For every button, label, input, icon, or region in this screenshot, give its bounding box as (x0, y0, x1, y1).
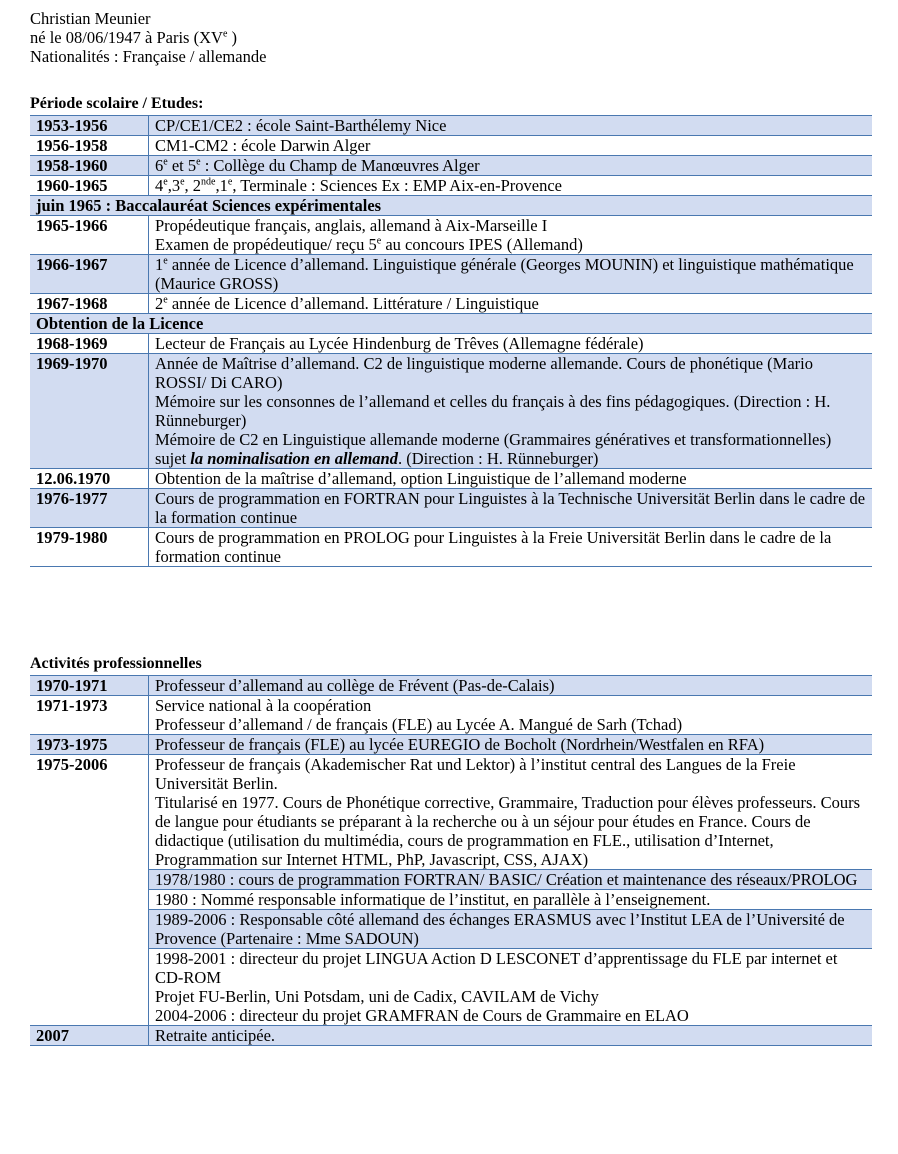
description-cell: Obtention de la maîtrise d’allemand, option Linguistique de l’allemand moderne (149, 469, 873, 489)
table-row (30, 735, 872, 755)
year-cell: 1956-1958 (30, 136, 149, 156)
description-cell: 1e année de Licence d’allemand. Linguistique générale (Georges MOUNIN) et linguistique mathématique (Maurice GROSS) (149, 255, 873, 294)
year-cell: 12.06.1970 (30, 469, 149, 489)
year-cell: 1966-1967 (30, 255, 149, 294)
table-row (30, 294, 872, 314)
description-block: 1998-2001 : directeur du projet LINGUA Action D LESCONET d’apprentissage du FLE par internet et CD-ROM Projet FU-Berlin, Uni Potsdam, uni de Cadix, CAVILAM de Vichy 2004-2006 : directeur du projet GRAMFRAN de Cours de Grammaire en ELAO (149, 948, 872, 1025)
year-cell: 1967-1968 (30, 294, 149, 314)
year-cell: 1958-1960 (30, 156, 149, 176)
description-cell: Professeur de français (FLE) au lycée EUREGIO de Bocholt (Nordrhein/Westfalen en RFA) (149, 735, 873, 755)
table-row (30, 334, 872, 354)
year-cell: 1968-1969 (30, 334, 149, 354)
table-row (30, 216, 872, 255)
milestone-cell: Obtention de la Licence (30, 314, 872, 334)
description-line: Examen de propédeutique/ reçu 5e au concours IPES (Allemand) (155, 235, 583, 254)
description-line: Année de Maîtrise d’allemand. C2 de linguistique moderne allemande. Cours de phonétique (Mario ROSSI/ Di CARO) (155, 354, 813, 392)
year-cell: 2007 (30, 1026, 149, 1046)
pro-table (30, 675, 872, 1046)
description-cell: Cours de programmation en PROLOG pour Linguistes à la Freie Universität Berlin dans le cadre de la formation continue (149, 528, 873, 567)
table-row (30, 354, 872, 469)
description-block: 1980 : Nommé responsable informatique de l’institut, en parallèle à l’enseignement. (149, 889, 872, 909)
description-line: Service national à la coopération (155, 696, 372, 715)
table-row (30, 469, 872, 489)
year-cell: 1976-1977 (30, 489, 149, 528)
description-cell (149, 354, 873, 469)
table-row (30, 696, 872, 735)
description-line: Professeur d’allemand / de français (FLE) au Lycée A. Mangué de Sarh (Tchad) (155, 715, 683, 734)
description-block: 1989-2006 : Responsable côté allemand des échanges ERASMUS avec l’Institut LEA de l’Université de Provence (Partenaire : Mme SADOUN) (149, 909, 872, 948)
birth-info: né le 08/06/1947 à Paris (XVe ) (30, 28, 238, 47)
description-cell: 4e,3e, 2nde,1e, Terminale : Sciences Ex : EMP Aix-en-Provence (149, 176, 873, 196)
year-cell: 1960-1965 (30, 176, 149, 196)
table-row (30, 136, 872, 156)
pro-section-title: Activités professionnelles (30, 655, 202, 672)
table-row (30, 255, 872, 294)
year-cell: 1953-1956 (30, 116, 149, 136)
year-cell: 1969-1970 (30, 354, 149, 469)
table-row (30, 314, 872, 334)
description-cell: CM1-CM2 : école Darwin Alger (149, 136, 873, 156)
year-cell: 1970-1971 (30, 676, 149, 696)
year-cell: 1973-1975 (30, 735, 149, 755)
description-cell: Professeur d’allemand au collège de Frévent (Pas-de-Calais) (149, 676, 873, 696)
table-row (30, 116, 872, 136)
description-cell (149, 696, 873, 735)
description-cell: 6e et 5e : Collège du Champ de Manœuvres Alger (149, 156, 873, 176)
description-cell: 2e année de Licence d’allemand. Littérature / Linguistique (149, 294, 873, 314)
milestone-cell: juin 1965 : Baccalauréat Sciences expérimentales (30, 196, 872, 216)
table-row (30, 196, 872, 216)
description-line: Mémoire sur les consonnes de l’allemand et celles du français à des fins pédagogiques. (Direction : H. Rünneburger) (155, 392, 831, 430)
table-row (30, 156, 872, 176)
year-cell: 1979-1980 (30, 528, 149, 567)
table-row (30, 676, 872, 696)
description-cell: Propédeutique français, anglais, allemand à Aix-Marseille I Examen de propédeutique/ reçu 5e au concours IPES (Allemand) (149, 216, 873, 255)
description-cell: Cours de programmation en FORTRAN pour Linguistes à la Technische Universität Berlin dans le cadre de la formation continue (149, 489, 873, 528)
description-cell: Lecteur de Français au Lycée Hindenburg de Trêves (Allemagne fédérale) (149, 334, 873, 354)
table-row (30, 528, 872, 567)
cv-header (30, 9, 266, 66)
year-cell: 1965-1966 (30, 216, 149, 255)
description-block: 1978/1980 : cours de programmation FORTRAN/ BASIC/ Création et maintenance des réseaux/PROLOG (149, 869, 872, 889)
school-table (30, 115, 872, 567)
table-row (30, 755, 872, 1026)
nationality: Nationalités : Française / allemande (30, 47, 267, 66)
description-cell: CP/CE1/CE2 : école Saint-Barthélemy Nice (149, 116, 873, 136)
school-section-title: Période scolaire / Etudes: (30, 95, 204, 112)
table-row (30, 489, 872, 528)
table-row (30, 176, 872, 196)
year-cell: 1971-1973 (30, 696, 149, 735)
description-line: Mémoire de C2 en Linguistique allemande moderne (Grammaires génératives et transformationnelles) sujet la nominalisation en allemand. (Direction : H. Rünneburger) (155, 430, 832, 468)
person-name: Christian Meunier (30, 9, 151, 28)
description-block: Professeur de français (Akademischer Rat und Lektor) à l’institut central des Langues de la Freie Universität Berlin. Titularisé en 1977. Cours de Phonétique corrective, Grammaire, Traduction pour élèves professeurs. Cours de langue pour étudiants se préparant à la recherche ou à un séjour pour études en France. Cours de didactique (utilisation du multimédia, cours de programmation en FLE., utilisation d’Internet, Programmation sur Internet HTML, PhP, Javascript, CSS, AJAX) (155, 755, 861, 869)
table-row (30, 1026, 872, 1046)
year-cell: 1975-2006 (30, 755, 149, 1026)
description-cell: Retraite anticipée. (149, 1026, 873, 1046)
description-cell (149, 755, 873, 1026)
